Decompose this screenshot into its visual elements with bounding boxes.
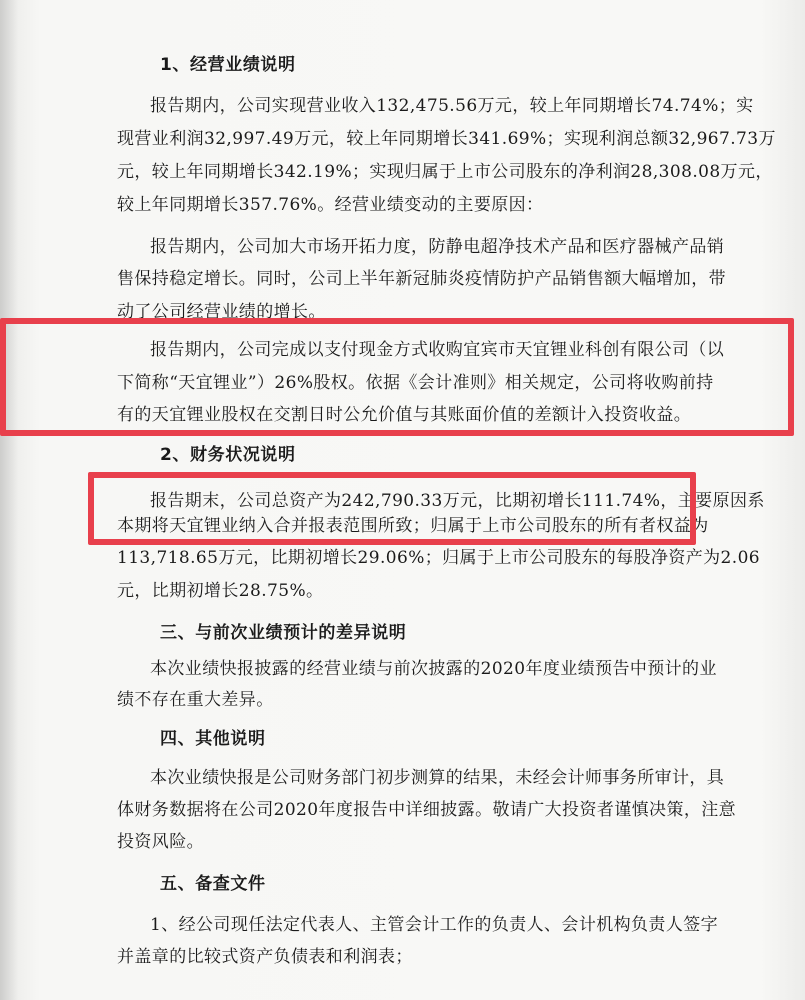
section-heading-forecast-difference: 三、与前次业绩预计的差异说明 <box>160 623 407 643</box>
paragraph-line: 报告期内，公司加大市场开拓力度，防静电超净技术产品和医疗器械产品销 <box>150 237 725 257</box>
paragraph-line: 本期将天宜锂业纳入合并报表范围所致；归属于上市公司股东的所有者权益为 <box>117 516 709 536</box>
paragraph-line: 报告期末，公司总资产为242,790.33万元，比期初增长111.74%，主要原因系 <box>150 491 765 511</box>
paragraph-line: 元，比期初增长28.75%。 <box>117 581 324 601</box>
section-heading-operating-results: 1、经营业绩说明 <box>160 55 296 75</box>
paragraph-line: 绩不存在重大差异。 <box>117 690 274 710</box>
paragraph-line: 下简称“天宜锂业”）26%股权。依据《会计准则》相关规定，公司将收购前持 <box>117 373 714 393</box>
paragraph-line: 1、经公司现任法定代表人、主管会计工作的负责人、会计机构负责人签字 <box>150 915 719 935</box>
paragraph-line: 动了公司经营业绩的增长。 <box>117 302 326 322</box>
paragraph-line: 有的天宜锂业股权在交割日时公允价值与其账面价值的差额计入投资收益。 <box>117 405 692 425</box>
paragraph-line: 本次业绩快报是公司财务部门初步测算的结果，未经会计师事务所审计，具 <box>150 768 725 788</box>
paragraph-line: 售保持稳定增长。同时，公司上半年新冠肺炎疫情防护产品销售额大幅增加，带 <box>117 269 726 289</box>
page-edge-shadow <box>0 0 18 1000</box>
section-heading-reference-documents: 五、备查文件 <box>160 874 266 894</box>
highlight-box-acquisition <box>0 318 794 436</box>
paragraph-line: 报告期内，公司完成以支付现金方式收购宜宾市天宜锂业科创有限公司（以 <box>150 340 725 360</box>
paragraph-line: 本次业绩快报披露的经营业绩与前次披露的2020年度业绩预告中预计的业 <box>150 659 717 679</box>
paragraph-line: 113,718.65万元，比期初增长29.06%；归属于上市公司股东的每股净资产为2.06 <box>117 548 761 568</box>
paragraph-line: 较上年同期增长357.76%。经营业绩变动的主要原因： <box>117 195 544 215</box>
paragraph-line: 元，较上年同期增长342.19%；实现归属于上市公司股东的净利润28,308.08万元， <box>117 162 773 182</box>
paragraph-line: 投资风险。 <box>117 832 204 852</box>
paragraph-line: 并盖章的比较式资产负债表和利润表； <box>117 947 413 967</box>
paragraph-line: 现营业利润32,997.49万元，较上年同期增长341.69%；实现利润总额32,967.73万 <box>117 129 776 149</box>
paragraph-line: 报告期内，公司实现营业收入132,475.56万元，较上年同期增长74.74%；实 <box>150 96 754 116</box>
section-heading-other-notes: 四、其他说明 <box>160 729 266 749</box>
paragraph-line: 体财务数据将在公司2020年度报告中详细披露。敬请广大投资者谨慎决策，注意 <box>117 800 737 820</box>
section-heading-financial-position: 2、财务状况说明 <box>160 445 296 465</box>
highlight-box-total-assets <box>88 472 696 545</box>
